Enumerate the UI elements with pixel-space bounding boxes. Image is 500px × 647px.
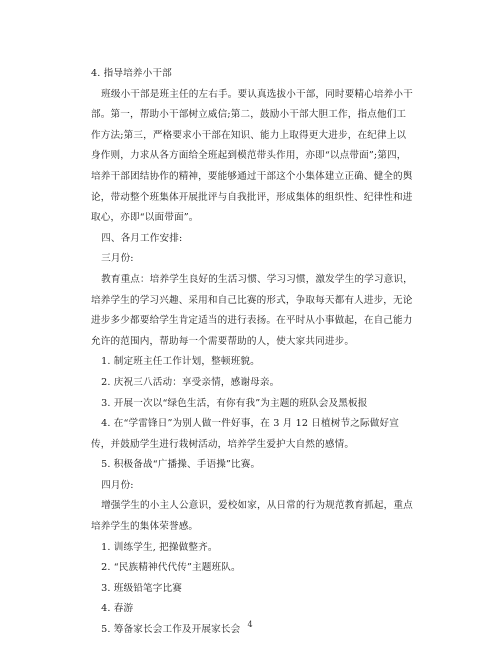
document-body <box>91 64 413 641</box>
list-item: 4. 春游 <box>101 603 134 615</box>
list-item: 5. 积极备战“广播操、手语操”比赛。 <box>101 459 261 471</box>
list-item: 3. 班级铅笔字比赛 <box>101 582 182 594</box>
month-heading-march: 三月份: <box>101 253 134 265</box>
list-item: 2. 庆祝三八活动：享受亲情，感谢母亲。 <box>101 376 280 388</box>
paragraph-march-focus: 教育重点：培养学生良好的生活习惯、学习习惯，激发学生的学习意识，培养学生的学习兴趣、采用和自己比赛的形式，争取每天都有人进步，无论进步多少都要给学生肯定适当的进行表扬。在平时从小事做起，在自己能力允许的范围内，帮助每一个需要帮助的人，使大家共同进步。 <box>91 273 413 347</box>
list-item: 5. 筹备家长会工作及开展家长会 <box>101 624 241 636</box>
paragraph-april-focus: 增强学生的小主人公意识，爱校如家，从日常的行为规范教育抓起，重点培养学生的集体荣誉感。 <box>91 500 413 533</box>
list-item: 1. 训练学生, 把操做整齐。 <box>101 541 218 553</box>
list-item: 2. “民族精神代代传”主题班队。 <box>101 562 241 574</box>
list-item: 1. 制定班主任工作计划，整顿班貌。 <box>101 356 260 368</box>
paragraph-cadres: 班级小干部是班主任的左右手。要认真选拔小干部，同时要精心培养小干部。第一，帮助小干部树立威信;第二，鼓励小干部大胆工作，指点他们工作方法;第三，严格要求小干部在知识、能力上取得更大进步，在纪律上以身作则，力求从各方面给全班起到模范带头作用，亦即“以点带面”;第四，培养干部团结协作的精神，要能够通过干部这个小集体建立正确、健全的舆论，带动整个班集体开展批评与自我批评，形成集体的组织性、纪律性和进取心，亦即“以面带面”。 <box>91 88 413 224</box>
month-heading-april: 四月份: <box>101 479 134 491</box>
section-heading-monthly: 四、各月工作安排: <box>101 232 183 244</box>
list-item: 4. 在“学雷锋日”为别人做一件好事，在 3 月 12 日植树节之际做好宣传，并鼓励学生进行栽树活动，培养学生爱护大自然的感情。 <box>91 418 399 450</box>
section-heading-cadres: 4. 指导培养小干部 <box>91 68 172 79</box>
page-number: 4 <box>247 620 253 629</box>
list-item: 3. 开展一次以“绿色生活，有你有我”为主题的班队会及黑板报 <box>101 397 368 409</box>
